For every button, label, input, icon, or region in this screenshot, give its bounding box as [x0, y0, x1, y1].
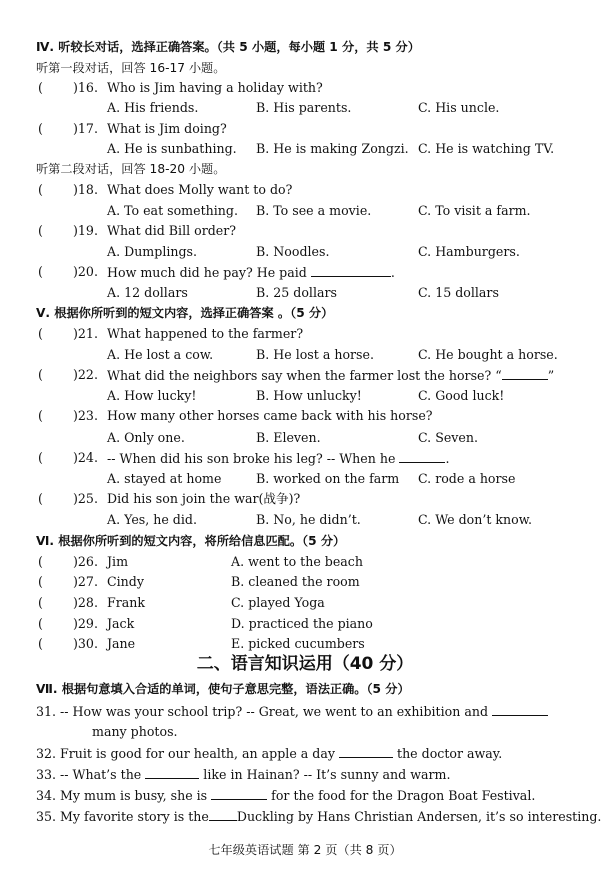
option-c: C. His uncle. [418, 100, 500, 115]
question-text: -- When did his son broke his leg? -- When he [107, 451, 396, 466]
match-option: D. practiced the piano [231, 616, 373, 631]
question-31-cont: many photos. [92, 724, 178, 739]
option-c: C. Seven. [418, 430, 478, 445]
answer-paren: ( [38, 367, 43, 382]
question-text: Who is Jim having a holiday with? [107, 80, 323, 95]
question-text: What did the neighbors say when the farmer lost the horse? “ [107, 368, 502, 383]
answer-paren: ( [38, 616, 43, 631]
match-option: E. picked cucumbers [231, 636, 365, 651]
question-stem [107, 367, 554, 384]
answer-paren: ( [38, 223, 43, 238]
option-a: A. He lost a cow. [107, 347, 214, 362]
option-a: A. His friends. [107, 100, 199, 115]
question-number: )20. [73, 264, 98, 279]
option-a: A. stayed at home [107, 471, 222, 486]
question-text-end: for the food for the Dragon Boat Festival. [271, 788, 536, 803]
question-31 [36, 703, 548, 720]
answer-blank[interactable] [502, 367, 548, 380]
question-number: )27. [73, 574, 98, 589]
option-a: A. Yes, he did. [107, 512, 197, 527]
option-a: A. How lucky! [107, 388, 197, 403]
option-a: A. To eat something. [107, 203, 238, 218]
question-number: )25. [73, 491, 98, 506]
question-stem [107, 450, 449, 467]
question-32 [36, 745, 502, 762]
dialog-2-note: 听第二段对话，回答 18-20 小题。 [36, 162, 226, 176]
answer-paren: ( [38, 121, 43, 136]
question-text-end: Duckling by Hans Christian Andersen, it’s so interesting. [236, 809, 602, 824]
option-b: B. To see a movie. [256, 203, 372, 218]
question-stem [107, 264, 395, 281]
dialog-1-note: 听第一段对话，回答 16-17 小题。 [36, 61, 226, 75]
answer-blank[interactable] [339, 745, 393, 758]
option-b: B. He lost a horse. [256, 347, 374, 362]
question-33 [36, 766, 450, 783]
question-number: )17. [73, 121, 98, 136]
option-c: C. He is watching TV. [418, 141, 555, 156]
option-b: B. No, he didn’t. [256, 512, 361, 527]
question-text: 35. My favorite story is the [36, 809, 209, 824]
question-text: What did Bill order? [107, 223, 237, 238]
question-number: )18. [73, 182, 98, 197]
match-option: B. cleaned the room [231, 574, 360, 589]
page-footer: 七年级英语试题 第 2 页（共 8 页） [208, 843, 402, 857]
question-text: What happened to the farmer? [107, 326, 304, 341]
answer-paren: ( [38, 491, 43, 506]
answer-paren: ( [38, 80, 43, 95]
match-option: C. played Yoga [231, 595, 325, 610]
question-35 [36, 808, 601, 825]
section-7-heading: Ⅶ. 根据句意填入合适的单词，使句子意思完整，语法正确。（5 分） [36, 682, 410, 696]
answer-paren: ( [38, 408, 43, 423]
match-name: Cindy [107, 574, 144, 589]
answer-paren: ( [38, 574, 43, 589]
question-number: )21. [73, 326, 98, 341]
question-text: 31. -- How was your school trip? -- Great, we went to an exhibition and [36, 704, 489, 719]
part-2-title: 二、语言知识运用（40 分） [196, 654, 414, 674]
option-c: C. He bought a horse. [418, 347, 558, 362]
answer-paren: ( [38, 636, 43, 651]
question-text-end: . [390, 265, 395, 280]
answer-blank[interactable] [492, 703, 548, 716]
question-text: 32. Fruit is good for our health, an apple a day [36, 746, 335, 761]
match-name: Jim [107, 554, 129, 569]
question-text-end: ” [547, 368, 555, 383]
option-b: B. He is making Zongzi. [256, 141, 409, 156]
match-name: Jane [107, 636, 136, 651]
option-a: A. Only one. [107, 430, 185, 445]
answer-paren: ( [38, 326, 43, 341]
question-text: How much did he pay? He paid [107, 265, 307, 280]
answer-paren: ( [38, 264, 43, 279]
option-a: A. 12 dollars [107, 285, 188, 300]
option-b: B. Eleven. [256, 430, 321, 445]
answer-blank[interactable] [209, 808, 237, 821]
question-number: )22. [73, 367, 98, 382]
question-text-end: . [445, 451, 450, 466]
question-number: )23. [73, 408, 98, 423]
option-c: C. To visit a farm. [418, 203, 531, 218]
answer-blank[interactable] [145, 766, 199, 779]
question-number: )24. [73, 450, 98, 465]
answer-blank[interactable] [211, 787, 267, 800]
section-5-heading: Ⅴ. 根据你所听到的短文内容，选择正确答案 。（5 分） [36, 306, 334, 320]
option-b: B. How unlucky! [256, 388, 362, 403]
question-number: )26. [73, 554, 98, 569]
question-text: 33. -- What’s the [36, 767, 142, 782]
question-34 [36, 787, 535, 804]
section-4-heading: Ⅳ. 听较长对话，选择正确答案。（共 5 小题，每小题 1 分，共 5 分） [36, 40, 420, 54]
option-b: B. His parents. [256, 100, 352, 115]
option-c: C. Hamburgers. [418, 244, 520, 259]
option-c: C. rode a horse [418, 471, 516, 486]
question-number: )28. [73, 595, 98, 610]
question-text: What is Jim doing? [107, 121, 227, 136]
option-b: B. 25 dollars [256, 285, 337, 300]
section-6-heading: Ⅵ. 根据你所听到的短文内容，将所给信息匹配。（5 分） [36, 534, 346, 548]
match-name: Jack [107, 616, 135, 631]
answer-blank[interactable] [311, 264, 391, 277]
answer-blank[interactable] [399, 450, 445, 463]
option-c: C. Good luck! [418, 388, 505, 403]
answer-paren: ( [38, 182, 43, 197]
question-text-end: like in Hainan? -- It’s sunny and warm. [203, 767, 451, 782]
question-text: 34. My mum is busy, she is [36, 788, 208, 803]
question-text: How many other horses came back with his horse? [107, 408, 433, 423]
question-number: )16. [73, 80, 98, 95]
answer-paren: ( [38, 450, 43, 465]
option-c: C. We don’t know. [418, 512, 533, 527]
answer-paren: ( [38, 595, 43, 610]
question-number: )29. [73, 616, 98, 631]
question-text: Did his son join the war(战争)? [107, 491, 301, 506]
question-number: )30. [73, 636, 98, 651]
question-text: What does Molly want to do? [107, 182, 293, 197]
option-a: A. He is sunbathing. [107, 141, 237, 156]
match-option: A. went to the beach [231, 554, 363, 569]
option-c: C. 15 dollars [418, 285, 499, 300]
question-text-end: the doctor away. [397, 746, 503, 761]
option-b: B. worked on the farm [256, 471, 400, 486]
question-number: )19. [73, 223, 98, 238]
match-name: Frank [107, 595, 146, 610]
option-b: B. Noodles. [256, 244, 330, 259]
option-a: A. Dumplings. [107, 244, 198, 259]
answer-paren: ( [38, 554, 43, 569]
